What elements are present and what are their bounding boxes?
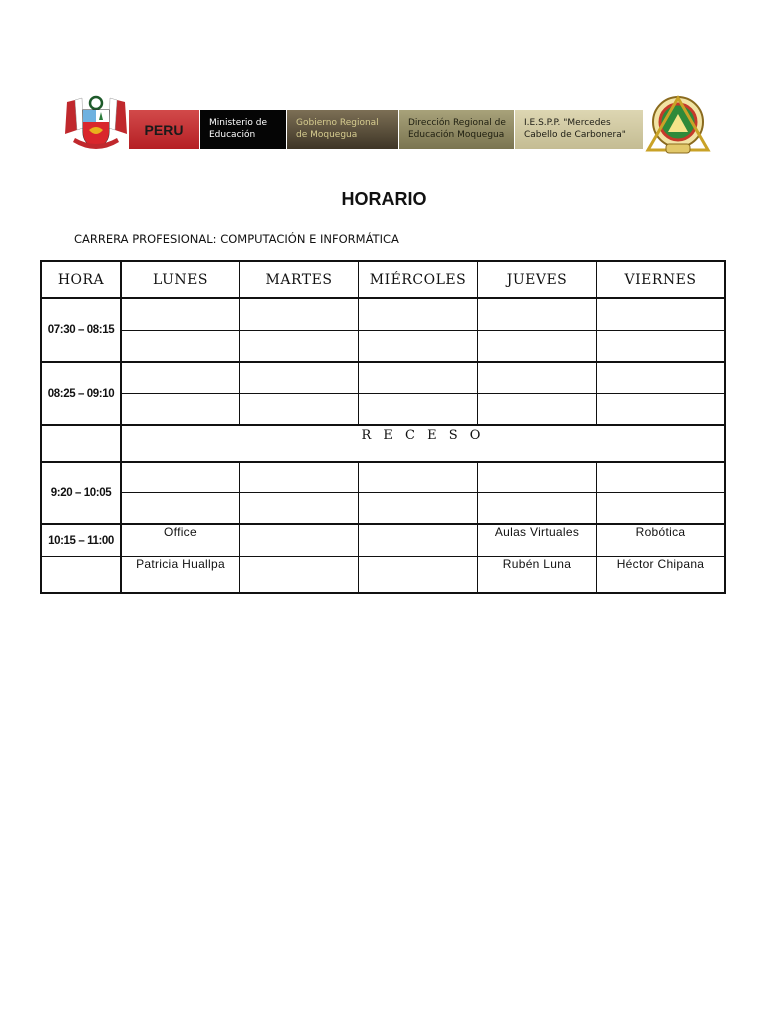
direccion-bar xyxy=(399,110,514,149)
time-slot-2: 08:25 – 09:10 xyxy=(47,387,115,400)
gobierno-line-1: Gobierno Regional xyxy=(296,118,379,128)
peru-coat-of-arms-icon xyxy=(63,94,129,156)
course-martes xyxy=(240,525,358,556)
row-rule xyxy=(121,393,726,394)
course-miercoles xyxy=(359,525,477,556)
iespp-line-2: Cabello de Carbonera" xyxy=(524,130,626,140)
time-slot-1: 07:30 – 08:15 xyxy=(47,324,115,336)
header-lunes: LUNES xyxy=(153,271,208,288)
gobierno-bar xyxy=(287,110,398,149)
time-slot-4: 10:15 – 11:00 xyxy=(48,534,114,547)
header-viernes: VIERNES xyxy=(624,271,697,288)
direccion-line-1: Dirección Regional de xyxy=(408,118,506,128)
course-jueves: Aulas Virtuales xyxy=(494,525,580,539)
table-border-right xyxy=(724,260,726,594)
career-subtitle: CARRERA PROFESIONAL: COMPUTACIÓN E INFORMÁTICA xyxy=(74,232,399,246)
ministerio-line-2: Educación xyxy=(209,130,256,140)
row-rule xyxy=(121,330,726,331)
teacher-lunes: Patricia Huallpa xyxy=(136,557,225,571)
iespp-bar xyxy=(515,110,643,149)
teacher-martes xyxy=(240,557,358,592)
gobierno-line-2: de Moquegua xyxy=(296,130,358,140)
ministerio-line-1: Ministerio de xyxy=(209,118,268,128)
header-rule xyxy=(40,297,726,299)
teacher-jueves: Rubén Luna xyxy=(502,557,572,571)
time-slot-3: 9:20 – 10:05 xyxy=(50,487,112,499)
iespp-line-1: I.E.S.P.P. "Mercedes xyxy=(524,118,611,128)
row-rule xyxy=(121,492,726,493)
row-rule xyxy=(40,361,726,363)
schedule-table xyxy=(40,260,726,594)
table-border-bottom xyxy=(40,592,726,594)
header-jueves: JUEVES xyxy=(506,271,568,288)
course-viernes: Robótica xyxy=(635,525,686,539)
direccion-line-2: Educación Moquegua xyxy=(408,130,505,140)
ministerio-bar xyxy=(200,110,286,149)
teacher-viernes: Héctor Chipana xyxy=(616,557,705,571)
course-lunes: Office xyxy=(164,525,197,539)
header-miercoles: MIÉRCOLES xyxy=(369,271,467,288)
header-martes: MARTES xyxy=(265,271,333,288)
institute-crest-icon xyxy=(644,94,712,156)
row-rule xyxy=(40,461,726,463)
teacher-miercoles xyxy=(359,557,477,592)
header-banner xyxy=(63,94,713,156)
recess-label: R E C E S O xyxy=(361,428,485,443)
header-hora: HORA xyxy=(57,271,105,288)
peru-label: PERU xyxy=(144,121,184,138)
page-title: HORARIO xyxy=(341,189,427,209)
peru-label-bar xyxy=(129,110,199,149)
